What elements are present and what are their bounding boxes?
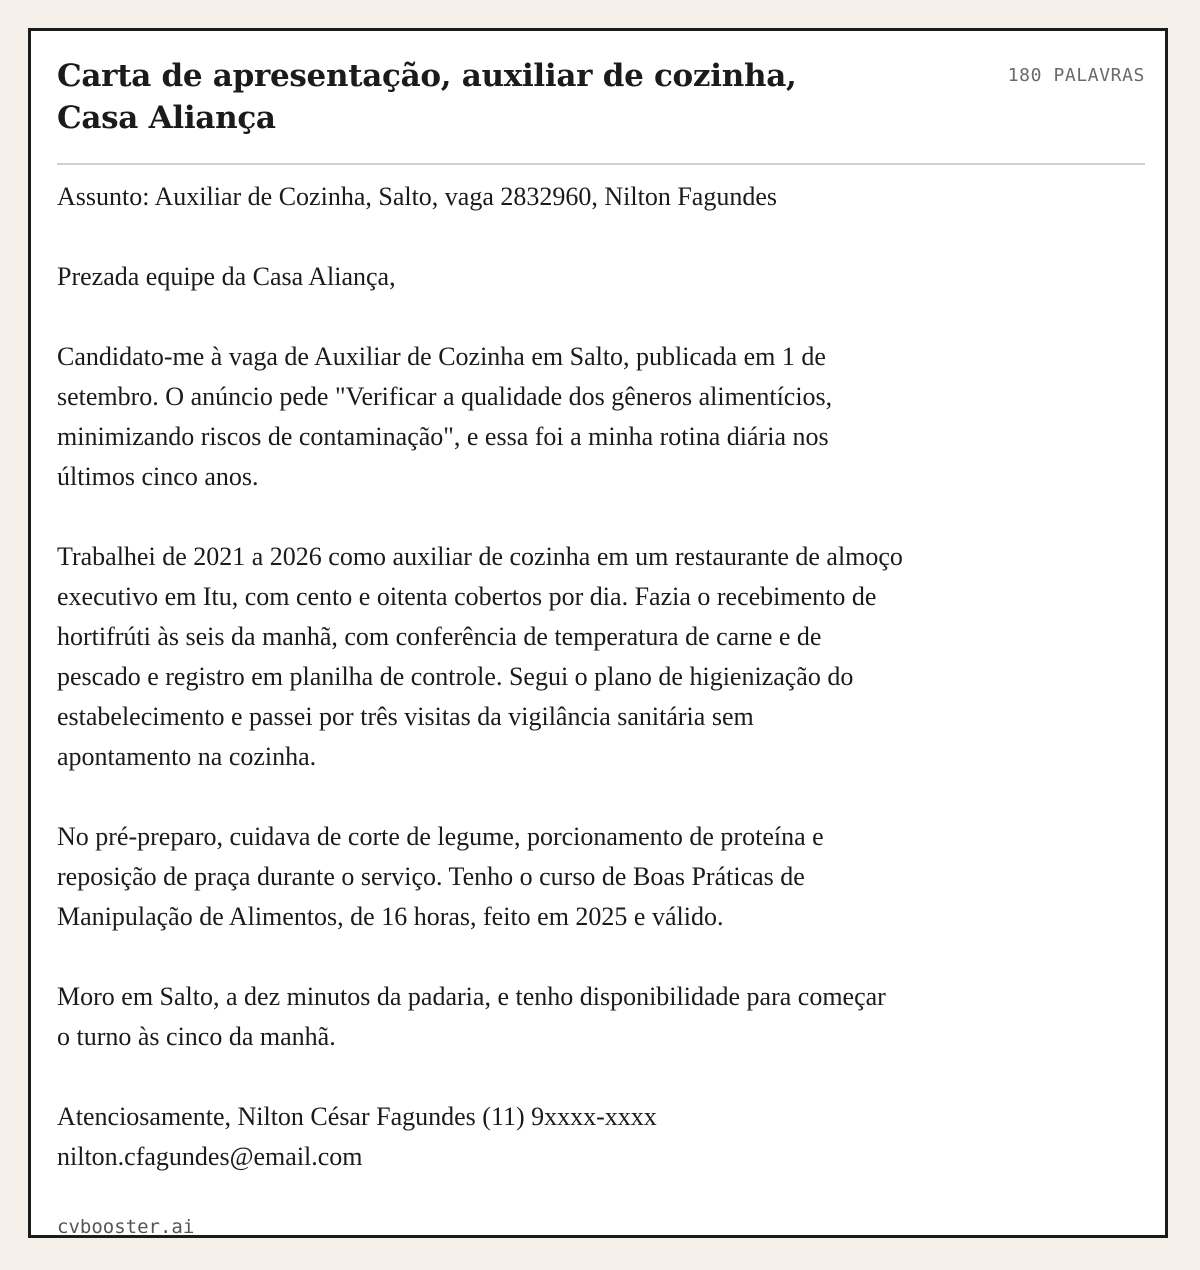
letter-title-line: Carta de apresentação, auxiliar de cozinha, (57, 58, 797, 94)
signature (57, 1097, 1057, 1177)
subject-line (57, 177, 1057, 217)
subject-text: Assunto: Auxiliar de Cozinha, Salto, vaga 2832960, Nilton Fagundes (57, 182, 777, 211)
paragraph-application (57, 337, 1057, 497)
greeting-text: Prezada equipe da Casa Aliança, (57, 262, 396, 291)
paragraph-line: apontamento na cozinha. (57, 742, 317, 771)
paragraph-availability (57, 977, 1057, 1057)
signature-email: nilton.cfagundes@email.com (57, 1142, 363, 1171)
cover-letter-card (28, 28, 1168, 1238)
paragraph-line: executivo em Itu, com cento e oitenta cobertos por dia. Fazia o recebimento de (57, 582, 877, 611)
letter-title (57, 55, 796, 139)
greeting (57, 257, 1057, 297)
paragraph-skills (57, 817, 1057, 937)
paragraph-line: pescado e registro em planilha de controle. Segui o plano de higienização do (57, 662, 854, 691)
paragraph-line: o turno às cinco da manhã. (57, 1022, 336, 1051)
paragraph-line: últimos cinco anos. (57, 462, 259, 491)
paragraph-line: Candidato-me à vaga de Auxiliar de Cozinha em Salto, publicada em 1 de (57, 342, 826, 371)
paragraph-line: No pré-preparo, cuidava de corte de legume, porcionamento de proteína e (57, 822, 824, 851)
footer-brand: cvbooster.ai (57, 1216, 195, 1238)
letter-title-line: Casa Aliança (57, 100, 276, 136)
signature-line: Atenciosamente, Nilton César Fagundes (11) 9xxxx-xxxx (57, 1102, 657, 1131)
paragraph-experience (57, 537, 1057, 777)
paragraph-line: estabelecimento e passei por três visitas da vigilância sanitária sem (57, 702, 754, 731)
paragraph-line: hortifrúti às seis da manhã, com conferência de temperatura de carne e de (57, 622, 822, 651)
paragraph-line: reposição de praça durante o serviço. Tenho o curso de Boas Práticas de (57, 862, 805, 891)
paragraph-line: minimizando riscos de contaminação", e essa foi a minha rotina diária nos (57, 422, 829, 451)
paragraph-line: Trabalhei de 2021 a 2026 como auxiliar de cozinha em um restaurante de almoço (57, 542, 903, 571)
paragraph-line: setembro. O anúncio pede "Verificar a qualidade dos gêneros alimentícios, (57, 382, 833, 411)
paragraph-line: Moro em Salto, a dez minutos da padaria, e tenho disponibilidade para começar (57, 982, 886, 1011)
letter-header (57, 55, 1145, 165)
paragraph-line: Manipulação de Alimentos, de 16 horas, feito em 2025 e válido. (57, 902, 724, 931)
letter-body (57, 177, 1057, 1217)
word-count-badge: 180 PALAVRAS (1007, 65, 1145, 86)
